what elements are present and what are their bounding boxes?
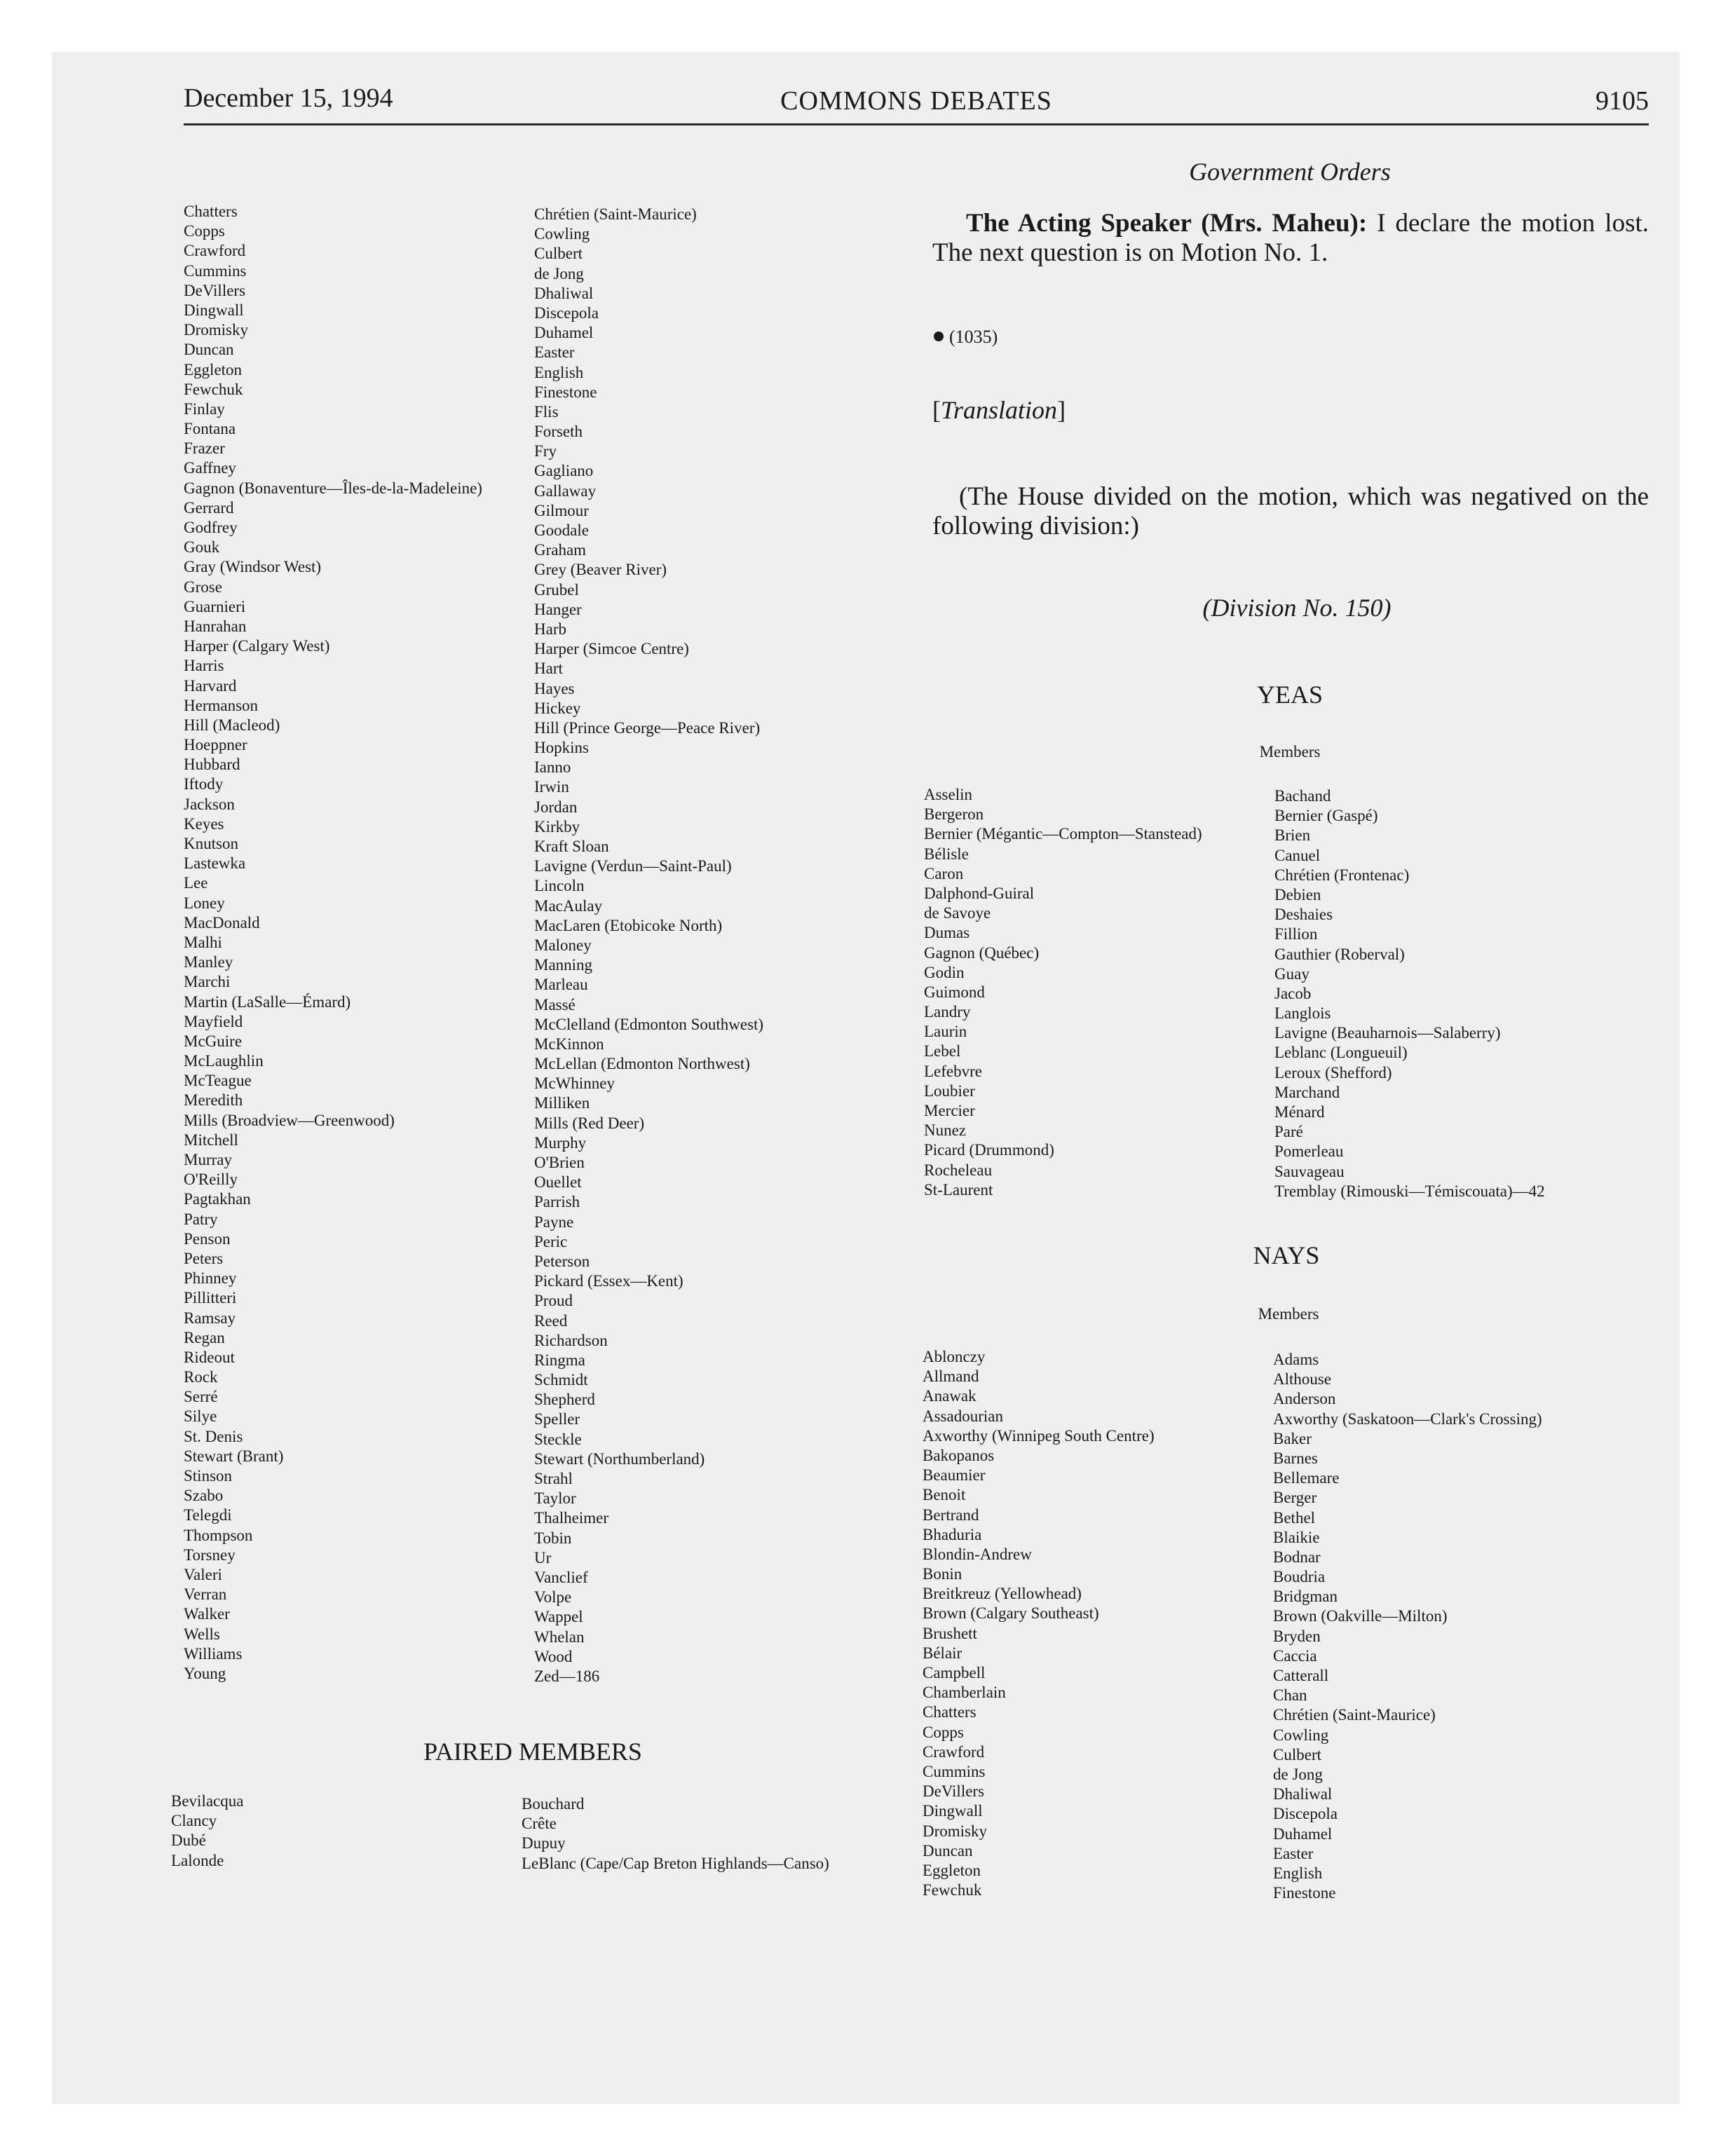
- member-name: Fry: [534, 442, 557, 460]
- member-name: Hanger: [534, 600, 582, 618]
- member-name: Kraft Sloan: [534, 838, 609, 855]
- member-name: Guay: [1274, 964, 1309, 983]
- member-name: Gerrard: [184, 498, 234, 517]
- member-name: Brushett: [923, 1624, 977, 1642]
- member-list-left-1: [184, 202, 482, 1684]
- member-name: Peters: [184, 1249, 224, 1267]
- member-name: McGuire: [184, 1032, 243, 1050]
- member-name: Canuel: [1274, 846, 1321, 864]
- member-name: Finlay: [184, 400, 225, 418]
- member-name: Bélair: [923, 1644, 962, 1662]
- member-name: Serré: [184, 1388, 218, 1406]
- member-name: Hanrahan: [184, 617, 247, 635]
- yeas-members-label: Members: [1259, 743, 1321, 760]
- member-name: Sauvageau: [1274, 1162, 1345, 1180]
- member-name: Lavigne (Beauharnois—Salaberry): [1274, 1024, 1501, 1042]
- member-name: Chamberlain: [923, 1684, 1006, 1702]
- member-name: Iftody: [184, 775, 224, 793]
- member-name: de Savoye: [924, 904, 991, 922]
- member-name: Hart: [534, 660, 563, 678]
- member-name: Gray (Windsor West): [184, 558, 322, 576]
- member-name: Loubier: [924, 1082, 975, 1100]
- member-name: Dromisky: [184, 321, 248, 339]
- member-name: de Jong: [1273, 1765, 1323, 1783]
- member-name: Duncan: [184, 341, 234, 359]
- member-name: Phinney: [184, 1269, 237, 1288]
- member-name: Murray: [184, 1151, 232, 1168]
- member-name: Clancy: [171, 1812, 217, 1830]
- member-name: Ur: [534, 1548, 552, 1567]
- member-name: Thalheimer: [534, 1509, 609, 1527]
- member-name: Pickard (Essex—Kent): [534, 1272, 683, 1290]
- division-paragraph: (The House divided on the motion, which was negatived on the following division:): [932, 482, 1649, 540]
- member-name: Young: [184, 1664, 226, 1682]
- paired-list-2: [522, 1794, 829, 1874]
- member-name: Anawak: [923, 1387, 977, 1405]
- member-name: Steckle: [534, 1430, 582, 1448]
- member-name: Cowling: [1273, 1726, 1329, 1744]
- member-name: Fontana: [184, 420, 236, 438]
- member-name: Anderson: [1273, 1390, 1336, 1408]
- member-name: Lefebvre: [924, 1062, 982, 1080]
- member-name: Murphy: [534, 1133, 587, 1152]
- member-name: St-Laurent: [924, 1180, 993, 1199]
- yeas-list-1: [924, 785, 1202, 1200]
- member-name: Gagnon (Québec): [924, 943, 1040, 962]
- member-name: McKinnon: [534, 1035, 604, 1053]
- member-name: Breitkreuz (Yellowhead): [923, 1585, 1082, 1603]
- member-name: Stinson: [184, 1467, 233, 1485]
- member-name: Mayfield: [184, 1012, 243, 1030]
- member-name: Althouse: [1273, 1370, 1332, 1389]
- yeas-list-2: [1274, 786, 1545, 1201]
- member-name: Lalonde: [171, 1851, 224, 1869]
- member-name: Verran: [184, 1585, 227, 1604]
- member-list-left-2: [534, 205, 763, 1686]
- member-name: Tobin: [534, 1529, 572, 1547]
- member-name: Proud: [534, 1292, 573, 1310]
- member-name: English: [534, 363, 584, 381]
- division-number: (Division No. 150): [1202, 594, 1392, 622]
- member-name: McWhinney: [534, 1074, 615, 1093]
- member-name: Rocheleau: [924, 1161, 993, 1179]
- member-name: Crawford: [923, 1742, 985, 1761]
- member-name: McLellan (Edmonton Northwest): [534, 1055, 750, 1073]
- member-name: Fewchuk: [923, 1881, 982, 1899]
- member-name: MacLaren (Etobicoke North): [534, 916, 723, 934]
- member-name: Bernier (Gaspé): [1274, 807, 1378, 825]
- member-name: Gagliano: [534, 462, 594, 480]
- member-name: Assadourian: [923, 1407, 1003, 1425]
- member-name: Hermanson: [184, 696, 259, 714]
- member-name: Schmidt: [534, 1371, 588, 1389]
- member-name: Culbert: [1273, 1745, 1321, 1763]
- member-name: Leblanc (Longueuil): [1274, 1044, 1408, 1062]
- member-name: Deshaies: [1274, 906, 1333, 924]
- member-name: Marchi: [184, 973, 231, 991]
- member-name: Ablonczy: [923, 1348, 986, 1365]
- member-name: Gauthier (Roberval): [1274, 945, 1405, 963]
- member-name: Irwin: [534, 778, 569, 796]
- section-heading: Government Orders: [1189, 158, 1391, 186]
- paired-list-1: [171, 1792, 243, 1871]
- member-name: Bakopanos: [923, 1446, 995, 1464]
- member-name: Jacob: [1274, 984, 1312, 1002]
- member-name: Lastewka: [184, 854, 246, 873]
- member-name: Bonin: [923, 1565, 962, 1583]
- member-name: English: [1273, 1864, 1323, 1882]
- member-name: Gouk: [184, 538, 220, 557]
- header-publication: COMMONS DEBATES: [780, 86, 1052, 116]
- member-name: Copps: [923, 1723, 964, 1741]
- member-name: Bhaduria: [923, 1525, 982, 1543]
- member-name: Finestone: [534, 383, 597, 401]
- member-name: McClelland (Edmonton Southwest): [534, 1015, 764, 1033]
- member-name: Caron: [924, 864, 964, 882]
- member-name: Whelan: [534, 1628, 585, 1646]
- member-name: Dingwall: [923, 1802, 983, 1820]
- member-name: Discepola: [534, 303, 599, 322]
- member-name: DeVillers: [923, 1782, 985, 1801]
- member-name: Bouchard: [522, 1795, 585, 1813]
- member-name: Payne: [534, 1213, 574, 1231]
- member-name: Debien: [1274, 885, 1321, 903]
- member-name: Hopkins: [534, 739, 589, 757]
- member-name: Cummins: [923, 1762, 986, 1780]
- member-name: Mitchell: [184, 1131, 238, 1149]
- member-name: Dhaliwal: [534, 284, 594, 302]
- member-name: Kirkby: [534, 817, 580, 835]
- member-name: Blaikie: [1273, 1528, 1320, 1546]
- member-name: Gallaway: [534, 482, 597, 500]
- member-name: Caccia: [1273, 1646, 1317, 1665]
- member-name: Hill (Prince George—Peace River): [534, 718, 761, 737]
- member-name: Mercier: [924, 1102, 975, 1119]
- member-name: Bernier (Mégantic—Compton—Stanstead): [924, 825, 1202, 843]
- member-name: Tremblay (Rimouski—Témiscouata)—42: [1274, 1182, 1545, 1200]
- member-name: Walker: [184, 1605, 230, 1623]
- member-name: Malhi: [184, 933, 222, 951]
- member-name: Dalphond-Guiral: [924, 884, 1035, 902]
- member-name: Massé: [534, 995, 576, 1014]
- translation-note: [Translation]: [932, 396, 1066, 424]
- member-name: Asselin: [924, 786, 972, 803]
- time-marker-text: (1035): [949, 327, 998, 347]
- member-name: Lee: [184, 874, 208, 892]
- member-name: de Jong: [534, 264, 584, 282]
- member-name: Stewart (Brant): [184, 1447, 284, 1465]
- member-name: Reed: [534, 1311, 568, 1330]
- member-name: Baker: [1273, 1429, 1312, 1447]
- member-name: Richardson: [534, 1331, 608, 1349]
- member-name: Copps: [184, 222, 225, 240]
- member-name: Penson: [184, 1229, 231, 1248]
- member-name: Meredith: [184, 1091, 243, 1110]
- member-name: Chrétien (Saint-Maurice): [1273, 1706, 1436, 1724]
- member-name: Dromisky: [923, 1822, 987, 1840]
- member-name: Bertrand: [923, 1506, 979, 1524]
- translation-label: Translation: [941, 396, 1058, 424]
- member-name: Speller: [534, 1410, 580, 1428]
- member-name: Ianno: [534, 758, 571, 777]
- member-name: McTeague: [184, 1072, 252, 1090]
- member-name: Bellemare: [1273, 1469, 1340, 1487]
- member-name: Dumas: [924, 924, 970, 942]
- member-name: Chatters: [923, 1703, 977, 1721]
- member-name: Martin (LaSalle—Émard): [184, 992, 351, 1011]
- member-name: Landry: [924, 1003, 971, 1021]
- member-name: Barnes: [1273, 1449, 1318, 1467]
- member-name: Szabo: [184, 1487, 224, 1505]
- member-name: Knutson: [184, 835, 238, 852]
- member-name: Rideout: [184, 1348, 235, 1366]
- member-name: Parrish: [534, 1193, 580, 1211]
- member-name: Zed—186: [534, 1667, 600, 1685]
- member-name: Dubé: [171, 1831, 206, 1850]
- member-name: MacAulay: [534, 896, 603, 915]
- member-name: Bodnar: [1273, 1548, 1321, 1566]
- member-name: Paré: [1274, 1123, 1303, 1141]
- member-name: Gagnon (Bonaventure—Îles-de-la-Madeleine): [184, 479, 482, 497]
- speaker-text: I declare the motion lost. The next question is on Motion No. 1.: [932, 209, 1649, 267]
- member-name: Picard (Drummond): [924, 1141, 1054, 1159]
- member-name: Strahl: [534, 1470, 573, 1487]
- member-name: Wells: [184, 1625, 220, 1643]
- member-name: Loney: [184, 894, 225, 912]
- member-name: Bethel: [1273, 1508, 1316, 1527]
- member-name: Eggleton: [923, 1861, 981, 1879]
- member-name: Jordan: [534, 798, 578, 816]
- member-name: MacDonald: [184, 913, 260, 932]
- member-name: Boudria: [1273, 1568, 1326, 1586]
- member-name: Brown (Oakville—Milton): [1273, 1607, 1448, 1625]
- member-name: Wood: [534, 1647, 573, 1665]
- member-name: Torsney: [184, 1546, 236, 1564]
- member-name: Ramsay: [184, 1309, 236, 1327]
- member-name: Taylor: [534, 1489, 576, 1508]
- member-name: Frazer: [184, 439, 225, 458]
- member-name: Berger: [1273, 1489, 1317, 1507]
- member-name: Dupuy: [522, 1834, 566, 1853]
- member-name: Godfrey: [184, 519, 238, 536]
- member-name: Regan: [184, 1328, 225, 1346]
- member-name: Pagtakhan: [184, 1190, 251, 1208]
- member-name: Williams: [184, 1644, 243, 1663]
- header-date: December 15, 1994: [184, 83, 393, 113]
- member-name: Ringma: [534, 1351, 585, 1369]
- member-name: Easter: [1273, 1844, 1314, 1862]
- member-name: Duhamel: [534, 324, 594, 342]
- member-name: St. Denis: [184, 1427, 243, 1445]
- member-name: Axworthy (Winnipeg South Centre): [923, 1426, 1155, 1445]
- member-name: Easter: [534, 343, 575, 362]
- member-name: Dhaliwal: [1273, 1785, 1333, 1803]
- member-name: Hill (Macleod): [184, 716, 280, 734]
- member-name: Harper (Simcoe Centre): [534, 640, 689, 658]
- member-name: Lebel: [924, 1042, 961, 1060]
- member-name: Bélisle: [924, 845, 969, 863]
- member-name: Gaffney: [184, 459, 236, 477]
- nays-members-label: Members: [1258, 1305, 1319, 1323]
- member-name: Flis: [534, 402, 559, 421]
- member-name: Duncan: [923, 1841, 973, 1860]
- member-name: Bevilacqua: [171, 1792, 244, 1810]
- member-name: Harris: [184, 657, 224, 675]
- member-name: Gilmour: [534, 501, 589, 519]
- member-name: Pomerleau: [1274, 1142, 1344, 1161]
- member-name: Harvard: [184, 676, 237, 695]
- member-name: Adams: [1273, 1351, 1319, 1368]
- member-name: Brown (Calgary Southeast): [923, 1604, 1099, 1623]
- member-name: Mills (Red Deer): [534, 1114, 645, 1132]
- member-name: Discepola: [1273, 1805, 1338, 1823]
- member-name: Vanclief: [534, 1568, 588, 1586]
- member-name: Peterson: [534, 1252, 590, 1270]
- nays-list-2: [1273, 1350, 1542, 1903]
- member-name: Maloney: [534, 936, 592, 954]
- member-name: Chatters: [184, 203, 238, 220]
- member-name: O'Brien: [534, 1154, 585, 1171]
- member-name: Fillion: [1274, 925, 1318, 943]
- member-name: Lincoln: [534, 877, 585, 895]
- member-name: Goodale: [534, 521, 589, 539]
- member-name: McLaughlin: [184, 1052, 264, 1070]
- member-name: Hoeppner: [184, 736, 247, 754]
- member-name: Pillitteri: [184, 1289, 237, 1307]
- member-name: Nunez: [924, 1121, 967, 1140]
- member-name: Telegdi: [184, 1506, 232, 1524]
- member-name: Graham: [534, 541, 587, 559]
- yeas-heading: YEAS: [1256, 681, 1323, 709]
- member-name: Marleau: [534, 976, 588, 994]
- time-marker: [934, 327, 998, 348]
- nays-heading: NAYS: [1253, 1241, 1320, 1269]
- member-name: Bergeron: [924, 805, 984, 824]
- member-name: Benoit: [923, 1486, 966, 1504]
- member-name: Duhamel: [1273, 1824, 1333, 1843]
- member-name: Dingwall: [184, 301, 244, 319]
- member-name: Guarnieri: [184, 597, 246, 615]
- member-name: Laurin: [924, 1023, 967, 1041]
- page-header: [184, 81, 1649, 125]
- member-name: DeVillers: [184, 281, 246, 299]
- member-name: Crête: [522, 1815, 557, 1833]
- member-name: Mills (Broadview—Greenwood): [184, 1111, 395, 1129]
- member-name: Campbell: [923, 1664, 986, 1681]
- member-name: LeBlanc (Cape/Cap Breton Highlands—Canso): [522, 1854, 829, 1872]
- member-name: Marchand: [1274, 1083, 1340, 1101]
- paired-members-title: PAIRED MEMBERS: [423, 1738, 642, 1766]
- member-name: Bryden: [1273, 1627, 1321, 1645]
- member-name: Chan: [1273, 1686, 1307, 1705]
- member-name: Finestone: [1273, 1884, 1336, 1902]
- member-name: Godin: [924, 963, 965, 981]
- header-page-number: 9105: [1595, 86, 1649, 116]
- member-name: Hayes: [534, 679, 575, 697]
- member-name: Ouellet: [534, 1173, 582, 1192]
- member-name: Patry: [184, 1210, 218, 1228]
- member-name: Stewart (Northumberland): [534, 1449, 705, 1468]
- member-name: Langlois: [1274, 1004, 1331, 1023]
- member-name: Shepherd: [534, 1391, 595, 1409]
- member-name: Keyes: [184, 814, 224, 833]
- member-name: Milliken: [534, 1094, 590, 1112]
- member-name: Peric: [534, 1232, 568, 1250]
- member-name: Guimond: [924, 983, 985, 1001]
- member-name: Blondin-Andrew: [923, 1545, 1032, 1563]
- member-name: Wappel: [534, 1608, 583, 1626]
- member-name: Allmand: [923, 1367, 979, 1386]
- member-name: Catterall: [1273, 1667, 1329, 1684]
- member-name: Thompson: [184, 1526, 253, 1544]
- member-name: Bridgman: [1273, 1588, 1338, 1606]
- member-name: Lavigne (Verdun—Saint-Paul): [534, 857, 732, 875]
- member-name: Grey (Beaver River): [534, 561, 667, 579]
- member-name: Manley: [184, 953, 233, 971]
- member-name: Rock: [184, 1368, 218, 1386]
- member-name: Volpe: [534, 1588, 572, 1606]
- speaker-paragraph: [932, 209, 1649, 268]
- member-name: O'Reilly: [184, 1171, 238, 1189]
- member-name: Silye: [184, 1407, 217, 1426]
- member-name: Culbert: [534, 245, 583, 263]
- nays-list-1: [923, 1347, 1155, 1900]
- speaker-name: The Acting Speaker (Mrs. Maheu):: [966, 209, 1368, 238]
- member-name: Eggleton: [184, 360, 243, 378]
- bullet-icon: [934, 332, 944, 341]
- member-name: Grubel: [534, 580, 579, 599]
- member-name: Ménard: [1274, 1103, 1325, 1121]
- member-name: Cummins: [184, 261, 247, 280]
- member-name: Fewchuk: [184, 380, 243, 398]
- member-name: Chrétien (Frontenac): [1274, 866, 1410, 884]
- member-name: Bachand: [1274, 787, 1331, 805]
- member-name: Crawford: [184, 242, 246, 260]
- member-name: Grose: [184, 578, 222, 596]
- member-name: Harper (Calgary West): [184, 637, 330, 655]
- member-name: Chrétien (Saint-Maurice): [534, 205, 697, 223]
- member-name: Brien: [1274, 826, 1311, 845]
- member-name: Beaumier: [923, 1466, 986, 1485]
- member-name: Valeri: [184, 1565, 222, 1583]
- member-name: Manning: [534, 956, 593, 974]
- member-name: Leroux (Shefford): [1274, 1063, 1392, 1082]
- member-name: Jackson: [184, 795, 235, 813]
- member-name: Cowling: [534, 225, 590, 243]
- member-name: Harb: [534, 620, 566, 638]
- member-name: Hickey: [534, 699, 581, 717]
- member-name: Forseth: [534, 423, 583, 441]
- member-name: Axworthy (Saskatoon—Clark's Crossing): [1273, 1410, 1542, 1428]
- member-name: Hubbard: [184, 756, 240, 774]
